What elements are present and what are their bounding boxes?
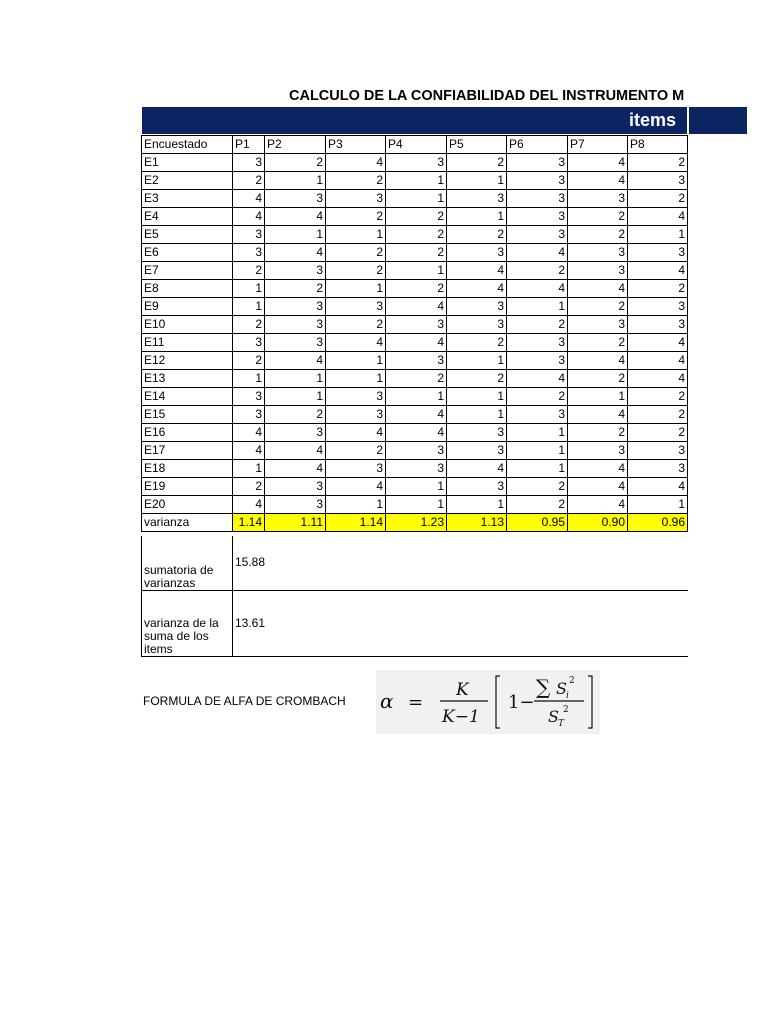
table-cell: 4 xyxy=(233,496,265,514)
column-header: P1 xyxy=(233,136,265,154)
table-cell: 2 xyxy=(265,406,326,424)
table-cell: 2 xyxy=(568,298,628,316)
table-cell: 3 xyxy=(568,442,628,460)
page-title: CALCULO DE LA CONFIABILIDAD DEL INSTRUMENTO M xyxy=(289,88,685,104)
table-cell: 4 xyxy=(233,208,265,226)
table-cell: 4 xyxy=(628,262,688,280)
table-cell: 4 xyxy=(265,352,326,370)
table-cell: 4 xyxy=(233,190,265,208)
table-cell: 4 xyxy=(568,496,628,514)
table-cell: 3 xyxy=(507,406,568,424)
table-cell: 2 xyxy=(568,208,628,226)
table-cell: 3 xyxy=(507,172,568,190)
table-cell: 4 xyxy=(628,352,688,370)
table-cell: 3 xyxy=(233,388,265,406)
one-minus: 1− xyxy=(508,692,535,713)
table-row xyxy=(142,496,688,514)
variance-label: varianza xyxy=(142,514,233,532)
respondent-id: E20 xyxy=(142,496,233,514)
table-cell: 3 xyxy=(326,406,386,424)
si-exponent: 2 xyxy=(569,676,575,686)
respondent-id: E15 xyxy=(142,406,233,424)
table-row xyxy=(142,154,688,172)
table-cell: 1 xyxy=(386,262,447,280)
table-cell: 2 xyxy=(568,370,628,388)
table-cell: 2 xyxy=(326,316,386,334)
st-symbol: S xyxy=(548,707,559,726)
table-row xyxy=(142,334,688,352)
table-row xyxy=(142,316,688,334)
table-cell: 2 xyxy=(447,154,507,172)
sum-of-variances-value: 15.88 xyxy=(233,536,688,590)
table-cell: 2 xyxy=(233,316,265,334)
table-cell: 2 xyxy=(265,280,326,298)
table-cell: 1 xyxy=(386,388,447,406)
table-cell: 1 xyxy=(507,442,568,460)
respondent-id: E6 xyxy=(142,244,233,262)
table-cell: 4 xyxy=(568,352,628,370)
table-cell: 3 xyxy=(447,298,507,316)
column-header: Encuestado xyxy=(142,136,233,154)
table-cell: 4 xyxy=(568,154,628,172)
table-row xyxy=(142,478,688,496)
table-cell: 3 xyxy=(507,208,568,226)
table-row xyxy=(142,460,688,478)
table-cell: 1 xyxy=(233,460,265,478)
table-cell: 1 xyxy=(326,370,386,388)
respondent-id: E3 xyxy=(142,190,233,208)
table-cell: 1 xyxy=(265,388,326,406)
sum-of-variances-row xyxy=(142,536,688,590)
table-cell: 3 xyxy=(507,226,568,244)
table-cell: 3 xyxy=(265,478,326,496)
table-cell: 4 xyxy=(568,172,628,190)
table-cell: 3 xyxy=(386,442,447,460)
table-cell: 4 xyxy=(628,334,688,352)
table-cell: 1 xyxy=(233,298,265,316)
table-cell: 4 xyxy=(326,334,386,352)
table-cell: 2 xyxy=(568,424,628,442)
table-cell: 3 xyxy=(507,190,568,208)
table-cell: 3 xyxy=(507,154,568,172)
table-cell: 3 xyxy=(265,190,326,208)
right-bracket xyxy=(588,676,592,728)
table-cell: 2 xyxy=(386,208,447,226)
table-cell: 2 xyxy=(507,388,568,406)
denominator-k: K−1 xyxy=(442,707,480,727)
respondent-id: E14 xyxy=(142,388,233,406)
table-cell: 2 xyxy=(628,388,688,406)
table-cell: 1 xyxy=(507,298,568,316)
table-cell: 4 xyxy=(447,460,507,478)
table-row xyxy=(142,442,688,460)
respondent-id: E2 xyxy=(142,172,233,190)
table-row xyxy=(142,172,688,190)
respondent-id: E8 xyxy=(142,280,233,298)
respondent-id: E5 xyxy=(142,226,233,244)
table-cell: 2 xyxy=(326,442,386,460)
table-cell: 4 xyxy=(447,262,507,280)
respondent-id: E1 xyxy=(142,154,233,172)
table-cell: 4 xyxy=(233,442,265,460)
table-cell: 4 xyxy=(326,154,386,172)
table-cell: 2 xyxy=(447,370,507,388)
table-cell: 4 xyxy=(568,280,628,298)
table-cell: 4 xyxy=(507,370,568,388)
table-cell: 2 xyxy=(233,262,265,280)
sum-symbol: ∑ xyxy=(536,675,551,699)
respondent-id: E10 xyxy=(142,316,233,334)
table-row xyxy=(142,388,688,406)
table-cell: 4 xyxy=(265,442,326,460)
table-cell: 2 xyxy=(507,262,568,280)
table-cell: 2 xyxy=(568,334,628,352)
table-cell: 3 xyxy=(568,244,628,262)
table-cell: 2 xyxy=(233,478,265,496)
table-cell: 2 xyxy=(507,496,568,514)
table-cell: 2 xyxy=(386,370,447,388)
table-cell: 3 xyxy=(265,334,326,352)
table-cell: 2 xyxy=(386,244,447,262)
table-row xyxy=(142,352,688,370)
table-cell: 3 xyxy=(265,424,326,442)
table-cell: 1 xyxy=(507,460,568,478)
table-row xyxy=(142,208,688,226)
table-cell: 4 xyxy=(628,370,688,388)
table-cell: 2 xyxy=(568,226,628,244)
table-cell: 2 xyxy=(326,262,386,280)
respondent-id: E17 xyxy=(142,442,233,460)
table-cell: 3 xyxy=(326,460,386,478)
table-cell: 3 xyxy=(447,424,507,442)
variance-cell: 1.14 xyxy=(233,514,265,532)
column-header: P8 xyxy=(628,136,688,154)
variance-cell: 1.23 xyxy=(386,514,447,532)
table-cell: 4 xyxy=(326,478,386,496)
respondent-id: E16 xyxy=(142,424,233,442)
table-cell: 4 xyxy=(386,334,447,352)
table-cell: 3 xyxy=(568,262,628,280)
variance-cell: 1.14 xyxy=(326,514,386,532)
column-header: P3 xyxy=(326,136,386,154)
equals-sign: = xyxy=(408,692,424,713)
table-cell: 1 xyxy=(265,370,326,388)
table-cell: 4 xyxy=(568,478,628,496)
table-cell: 1 xyxy=(265,226,326,244)
table-cell: 1 xyxy=(326,280,386,298)
table-cell: 3 xyxy=(233,334,265,352)
items-header-bar xyxy=(142,107,747,134)
table-cell: 1 xyxy=(447,388,507,406)
table-cell: 3 xyxy=(447,190,507,208)
column-header: P6 xyxy=(507,136,568,154)
table-row xyxy=(142,226,688,244)
summary-table xyxy=(141,536,688,657)
total-variance-value: 13.61 xyxy=(233,590,688,656)
table-cell: 3 xyxy=(386,460,447,478)
table-cell: 2 xyxy=(628,190,688,208)
table-cell: 1 xyxy=(233,280,265,298)
table-cell: 1 xyxy=(568,388,628,406)
table-cell: 4 xyxy=(386,424,447,442)
table-cell: 1 xyxy=(233,370,265,388)
numerator-k: K xyxy=(456,680,469,700)
variance-cell: 1.13 xyxy=(447,514,507,532)
table-cell: 1 xyxy=(447,406,507,424)
table-cell: 3 xyxy=(233,406,265,424)
table-cell: 2 xyxy=(628,154,688,172)
si-symbol: S xyxy=(556,679,567,698)
table-row xyxy=(142,190,688,208)
table-cell: 1 xyxy=(447,172,507,190)
table-cell: 3 xyxy=(447,478,507,496)
cronbach-alpha-formula xyxy=(376,670,600,734)
table-cell: 3 xyxy=(628,244,688,262)
total-variance-row xyxy=(142,590,688,656)
st-subscript: T xyxy=(558,719,565,729)
table-cell: 2 xyxy=(507,316,568,334)
column-divider xyxy=(687,107,689,134)
table-cell: 4 xyxy=(233,424,265,442)
table-cell: 3 xyxy=(507,352,568,370)
table-cell: 4 xyxy=(568,460,628,478)
table-cell: 1 xyxy=(386,496,447,514)
table-cell: 3 xyxy=(628,298,688,316)
respondent-id: E18 xyxy=(142,460,233,478)
table-cell: 3 xyxy=(628,442,688,460)
table-cell: 1 xyxy=(447,352,507,370)
table-row xyxy=(142,262,688,280)
table-cell: 4 xyxy=(507,280,568,298)
items-label: items xyxy=(629,110,677,130)
table-cell: 3 xyxy=(233,154,265,172)
st-exponent: 2 xyxy=(563,705,569,715)
table-row xyxy=(142,370,688,388)
table-cell: 3 xyxy=(265,298,326,316)
table-cell: 4 xyxy=(568,406,628,424)
table-cell: 3 xyxy=(568,190,628,208)
sum-of-variances-label: sumatoria de varianzas xyxy=(142,536,233,590)
table-cell: 4 xyxy=(326,424,386,442)
table-cell: 3 xyxy=(628,460,688,478)
table-cell: 3 xyxy=(628,172,688,190)
table-cell: 1 xyxy=(265,172,326,190)
table-cell: 2 xyxy=(326,244,386,262)
table-cell: 1 xyxy=(326,496,386,514)
table-cell: 3 xyxy=(265,262,326,280)
table-cell: 1 xyxy=(628,226,688,244)
table-cell: 3 xyxy=(326,298,386,316)
table-cell: 2 xyxy=(326,172,386,190)
table-cell: 2 xyxy=(386,280,447,298)
table-cell: 1 xyxy=(507,424,568,442)
table-row xyxy=(142,406,688,424)
table-cell: 3 xyxy=(265,316,326,334)
table-cell: 4 xyxy=(386,298,447,316)
total-variance-label: varianza de la suma de los items xyxy=(142,590,233,656)
table-cell: 3 xyxy=(447,316,507,334)
table-row xyxy=(142,280,688,298)
table-cell: 1 xyxy=(386,478,447,496)
table-cell: 2 xyxy=(628,424,688,442)
table-cell: 2 xyxy=(628,280,688,298)
variance-row xyxy=(142,514,688,532)
respondent-id: E13 xyxy=(142,370,233,388)
variance-cell: 0.95 xyxy=(507,514,568,532)
table-cell: 2 xyxy=(447,334,507,352)
table-cell: 2 xyxy=(628,406,688,424)
table-cell: 4 xyxy=(265,460,326,478)
table-cell: 3 xyxy=(386,352,447,370)
variance-cell: 0.96 xyxy=(628,514,688,532)
table-cell: 2 xyxy=(233,352,265,370)
table-cell: 3 xyxy=(265,496,326,514)
table-cell: 3 xyxy=(568,316,628,334)
formula-label: FORMULA DE ALFA DE CROMBACH xyxy=(143,694,346,708)
table-cell: 3 xyxy=(326,190,386,208)
table-cell: 3 xyxy=(447,244,507,262)
alpha-symbol: α xyxy=(380,689,394,713)
respondent-id: E12 xyxy=(142,352,233,370)
table-row xyxy=(142,298,688,316)
table-cell: 2 xyxy=(507,478,568,496)
table-header-row xyxy=(142,136,688,154)
table-row xyxy=(142,424,688,442)
respondent-id: E4 xyxy=(142,208,233,226)
table-cell: 3 xyxy=(386,154,447,172)
table-row xyxy=(142,244,688,262)
column-header: P2 xyxy=(265,136,326,154)
table-cell: 1 xyxy=(447,208,507,226)
table-cell: 4 xyxy=(507,244,568,262)
table-cell: 1 xyxy=(326,226,386,244)
column-header: P7 xyxy=(568,136,628,154)
table-cell: 1 xyxy=(628,496,688,514)
respondent-id: E9 xyxy=(142,298,233,316)
variance-cell: 1.11 xyxy=(265,514,326,532)
respondent-id: E19 xyxy=(142,478,233,496)
table-cell: 2 xyxy=(233,172,265,190)
table-cell: 3 xyxy=(386,316,447,334)
table-cell: 2 xyxy=(265,154,326,172)
table-cell: 3 xyxy=(326,388,386,406)
table-cell: 3 xyxy=(507,334,568,352)
table-cell: 1 xyxy=(326,352,386,370)
table-cell: 4 xyxy=(265,244,326,262)
respondent-id: E11 xyxy=(142,334,233,352)
table-cell: 4 xyxy=(628,208,688,226)
table-cell: 2 xyxy=(386,226,447,244)
table-cell: 1 xyxy=(447,496,507,514)
table-cell: 2 xyxy=(447,226,507,244)
table-cell: 1 xyxy=(386,172,447,190)
table-cell: 1 xyxy=(386,190,447,208)
table-cell: 3 xyxy=(628,316,688,334)
table-cell: 4 xyxy=(386,406,447,424)
table-cell: 4 xyxy=(447,280,507,298)
left-bracket xyxy=(496,676,500,728)
table-cell: 3 xyxy=(233,226,265,244)
table-cell: 4 xyxy=(628,478,688,496)
table-cell: 3 xyxy=(447,442,507,460)
formula-graphic xyxy=(376,670,600,734)
table-cell: 2 xyxy=(326,208,386,226)
si-subscript: i xyxy=(566,691,569,701)
respondent-id: E7 xyxy=(142,262,233,280)
column-header: P4 xyxy=(386,136,447,154)
table-cell: 4 xyxy=(265,208,326,226)
variance-cell: 0.90 xyxy=(568,514,628,532)
table-cell: 3 xyxy=(233,244,265,262)
column-header: P5 xyxy=(447,136,507,154)
data-table xyxy=(141,135,688,532)
